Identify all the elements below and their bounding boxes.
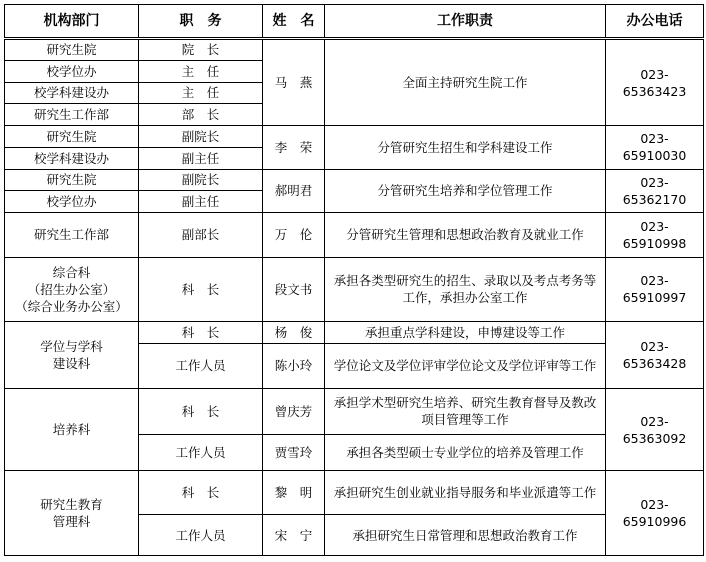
- phone-cell: 023-65910996: [606, 470, 704, 555]
- dept-cell: 研究生院: [5, 169, 139, 191]
- phone-cell: 023-65910030: [606, 126, 704, 170]
- phone-cell: 023-65910997: [606, 257, 704, 321]
- name-cell: 贾雪玲: [263, 434, 325, 470]
- section-dept-cell: 培养科: [5, 389, 139, 471]
- name-cell: 李 荣: [263, 126, 325, 170]
- header-position: 职 务: [139, 5, 263, 39]
- position-cell: 院 长: [139, 39, 263, 61]
- section-dept-cell: 学位与学科 建设科: [5, 321, 139, 388]
- table-row: [5, 213, 704, 258]
- dept-cell: 研究生院: [5, 39, 139, 61]
- header-phone: 办公电话: [606, 5, 704, 39]
- dept-cell: 研究生院: [5, 126, 139, 148]
- phone-cell: 023-65362170: [606, 169, 704, 213]
- duty-cell: 承担各类型硕士专业学位的培养及管理工作: [325, 434, 606, 470]
- duty-cell: 承担学术型研究生培养、研究生教育督导及教改项目管理等工作: [325, 389, 606, 435]
- table-row: [5, 257, 704, 321]
- table-row: [5, 470, 704, 515]
- dept-cell: 研究生工作部: [5, 213, 139, 258]
- duty-cell: 承担研究生日常管理和思想政治教育工作: [325, 515, 606, 556]
- position-cell: 副部长: [139, 213, 263, 258]
- position-cell: 部 长: [139, 104, 263, 126]
- header-name: 姓 名: [263, 5, 325, 39]
- dept-cell: 研究生工作部: [5, 104, 139, 126]
- duty-cell: 承担研究生创业就业指导服务和毕业派遣等工作: [325, 470, 606, 515]
- duty-cell: 承担各类型研究生的招生、录取以及考点考务等工作，承担办公室工作: [325, 257, 606, 321]
- duty-cell: 分管研究生招生和学科建设工作: [325, 126, 606, 170]
- phone-cell: 023-65363092: [606, 389, 704, 471]
- staff-table: [4, 4, 704, 556]
- name-cell: 杨 俊: [263, 321, 325, 343]
- dept-cell: 校学科建设办: [5, 147, 139, 169]
- position-cell: 工作人员: [139, 434, 263, 470]
- dept-cell: 校学科建设办: [5, 82, 139, 104]
- duty-cell: 承担重点学科建设，申博建设等工作: [325, 321, 606, 343]
- position-cell: 科 长: [139, 321, 263, 343]
- position-cell: 科 长: [139, 257, 263, 321]
- name-cell: 马 燕: [263, 39, 325, 126]
- dept-cell: 综合科 （招生办公室） （综合业务办公室）: [5, 257, 139, 321]
- position-cell: 主 任: [139, 82, 263, 104]
- name-cell: 陈小玲: [263, 343, 325, 389]
- header-dept: 机构部门: [5, 5, 139, 39]
- duty-cell: 学位论文及学位评审学位论文及学位评审等工作: [325, 343, 606, 389]
- name-cell: 郝明君: [263, 169, 325, 213]
- position-cell: 工作人员: [139, 515, 263, 556]
- table-row: [5, 126, 704, 148]
- table-row: [5, 389, 704, 435]
- name-cell: 宋 宁: [263, 515, 325, 556]
- position-cell: 工作人员: [139, 343, 263, 389]
- duty-cell: 分管研究生培养和学位管理工作: [325, 169, 606, 213]
- duty-cell: 分管研究生管理和思想政治教育及就业工作: [325, 213, 606, 258]
- position-cell: 副主任: [139, 191, 263, 213]
- name-cell: 黎 明: [263, 470, 325, 515]
- phone-cell: 023-65363423: [606, 39, 704, 126]
- position-cell: 科 长: [139, 389, 263, 435]
- header-duty: 工作职责: [325, 5, 606, 39]
- position-cell: 副院长: [139, 126, 263, 148]
- section-dept-cell: 研究生教育 管理科: [5, 470, 139, 555]
- position-cell: 科 长: [139, 470, 263, 515]
- position-cell: 副院长: [139, 169, 263, 191]
- table-row: [5, 39, 704, 61]
- dept-cell: 校学位办: [5, 191, 139, 213]
- name-cell: 万 伦: [263, 213, 325, 258]
- dept-cell: 校学位办: [5, 60, 139, 82]
- position-cell: 主 任: [139, 60, 263, 82]
- table-row: [5, 321, 704, 343]
- table-row: [5, 169, 704, 191]
- phone-cell: 023-65910998: [606, 213, 704, 258]
- name-cell: 曾庆芳: [263, 389, 325, 435]
- table-body: [5, 39, 704, 556]
- phone-cell: 023-65363428: [606, 321, 704, 388]
- duty-cell: 全面主持研究生院工作: [325, 39, 606, 126]
- position-cell: 副主任: [139, 147, 263, 169]
- name-cell: 段文书: [263, 257, 325, 321]
